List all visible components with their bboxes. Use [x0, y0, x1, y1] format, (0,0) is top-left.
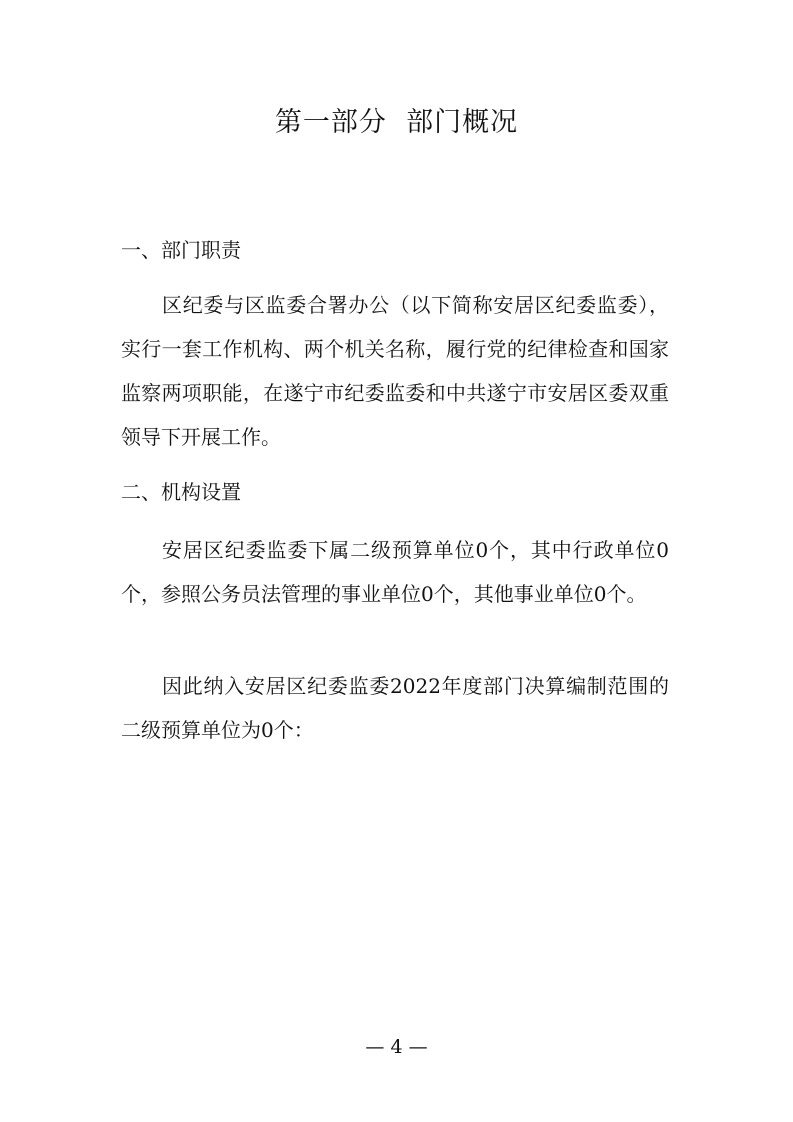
- organization-paragraph: 安居区纪委监委下属二级预算单位0个，其中行政单位0个，参照公务员法管理的事业单位0个，其他事业单位0个。: [121, 538, 669, 606]
- budget-scope-paragraph: 因此纳入安居区纪委监委2022年度部门决算编制范围的二级预算单位为0个：: [121, 674, 669, 742]
- section-heading-organization: 二、机构设置: [121, 480, 241, 504]
- responsibilities-paragraph: 区纪委与区监委合署办公（以下简称安居区纪委监委），实行一套工作机构、两个机关名称，履行党的纪律检查和国家监察两项职能，在遂宁市纪委监委和中共遂宁市安居区委双重领导下开展工作。: [121, 293, 669, 449]
- page-title: 第一部分 部门概况: [274, 107, 519, 138]
- section-heading-responsibilities: 一、部门职责: [121, 238, 241, 262]
- page-number: — 4 —: [365, 1036, 428, 1058]
